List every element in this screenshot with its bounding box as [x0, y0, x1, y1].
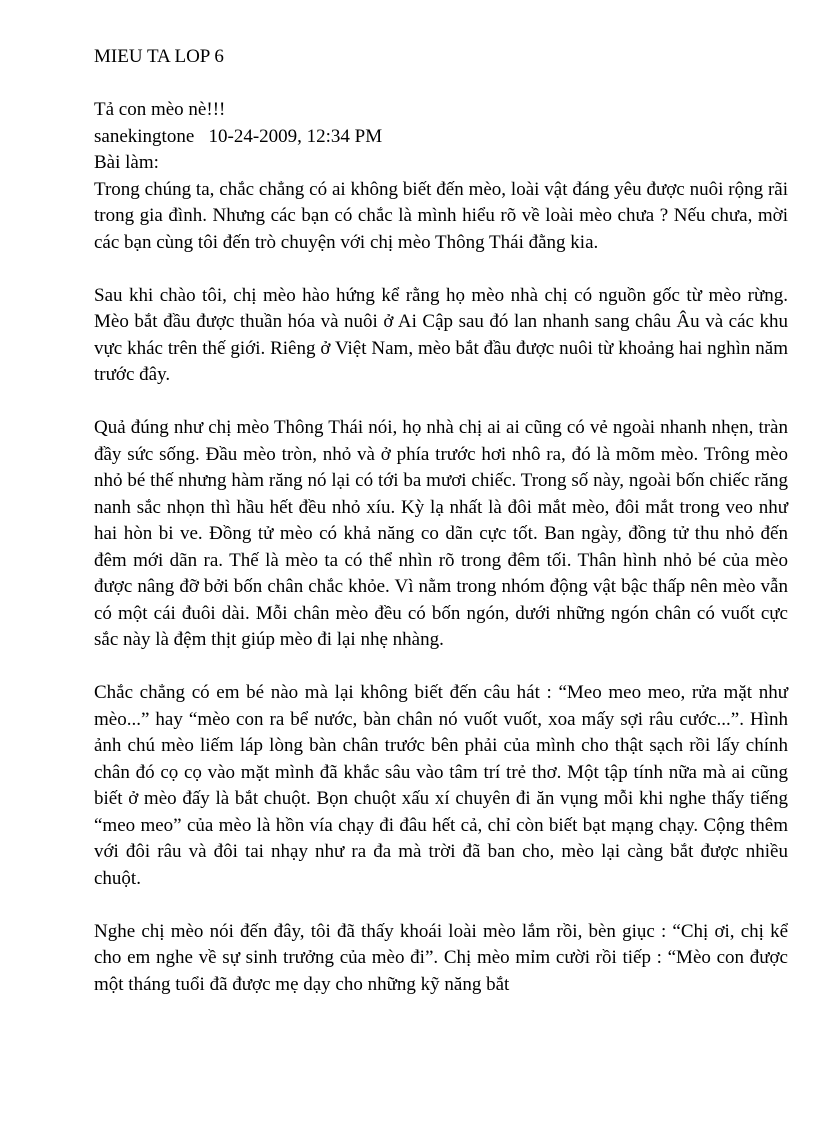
paragraph-appearance: Quả đúng như chị mèo Thông Thái nói, họ nhà chị ai ai cũng có vẻ ngoài nhanh nhẹn, tràn đầy sức sống. Đầu mèo tròn, nhỏ và ở phía trước hơi nhô ra, đó là mõm mèo. Trông mèo nhỏ bé thế nhưng hàm răng nó lại có tới ba mươi chiếc. Trong số này, ngoài bốn chiếc răng nanh sắc nhọn thì hầu hết đều nhỏ xíu. Kỳ lạ nhất là đôi mắt mèo, đôi mắt trong veo như hai hòn bi ve. Đồng tử mèo có khả năng co dãn cực tốt. Ban ngày, đồng tử thu nhỏ đến đêm mới dãn ra. Thế là mèo ta có thể nhìn rõ trong đêm tối. Thân hình nhỏ bé của mèo được nâng đỡ bởi bốn chân chắc khỏe. Vì nằm trong nhóm động vật bậc thấp nên mèo vẫn có một cái đuôi dài. Mỗi chân mèo đều có bốn ngón, dưới những ngón chân có vuốt cực sắc này là đệm thịt giúp mèo đi lại nhẹ nhàng.: [94, 417, 788, 650]
author-line: sanekingtone 10-24-2009, 12:34 PM: [94, 125, 383, 147]
document-body: [94, 177, 788, 999]
document-page: [94, 44, 788, 998]
section-label: Bài làm:: [94, 152, 159, 173]
post-title: Tả con mèo nè!!!: [94, 99, 226, 120]
document-heading: MIEU TA LOP 6: [94, 46, 224, 67]
paragraph-intro: Trong chúng ta, chắc chẳng có ai không biết đến mèo, loài vật đáng yêu được nuôi rộng rãi trong gia đình. Nhưng các bạn có chắc là mình hiểu rõ về loài mèo chưa ? Nếu chưa, mời các bạn cùng tôi đến trò chuyện với chị mèo Thông Thái đằng kia.: [94, 178, 788, 253]
paragraph-habits: Chắc chẳng có em bé nào mà lại không biết đến câu hát : “Meo meo meo, rửa mặt như mèo...” hay “mèo con ra bể nước, bàn chân nó vuốt vuốt, xoa mấy sợi râu cước...”. Hình ảnh chú mèo liếm láp lòng bàn chân trước bên phải của mình cho thật sạch rồi lấy chính chân đó cọ cọ vào mặt mình đã khắc sâu vào tâm trí trẻ thơ. Một tập tính nữa mà ai cũng biết ở mèo đấy là bắt chuột. Bọn chuột xấu xí chuyên đi ăn vụng mỗi khi nghe thấy tiếng “meo meo” của mèo là hồn vía chạy đi đâu hết cả, chỉ còn biết bạt mạng chạy. Cộng thêm với đôi râu và đôi tai nhạy như ra đa mà trời đã ban cho, mèo lại càng bắt được nhiều chuột.: [94, 682, 788, 889]
paragraph-growth: Nghe chị mèo nói đến đây, tôi đã thấy khoái loài mèo lắm rồi, bèn giục : “Chị ơi, chị kể cho em nghe về sự sinh trưởng của mèo đi”. Chị mèo mỉm cười rồi tiếp : “Mèo con được một tháng tuổi đã được mẹ dạy cho những kỹ năng bắt: [94, 920, 788, 995]
paragraph-origin: Sau khi chào tôi, chị mèo hào hứng kể rằng họ mèo nhà chị có nguồn gốc từ mèo rừng. Mèo bắt đầu được thuần hóa và nuôi ở Ai Cập sau đó lan nhanh sang châu Âu và các khu vực khác trên thế giới. Riêng ở Việt Nam, mèo bắt đầu được nuôi từ khoảng hai nghìn năm trước đây.: [94, 284, 788, 385]
